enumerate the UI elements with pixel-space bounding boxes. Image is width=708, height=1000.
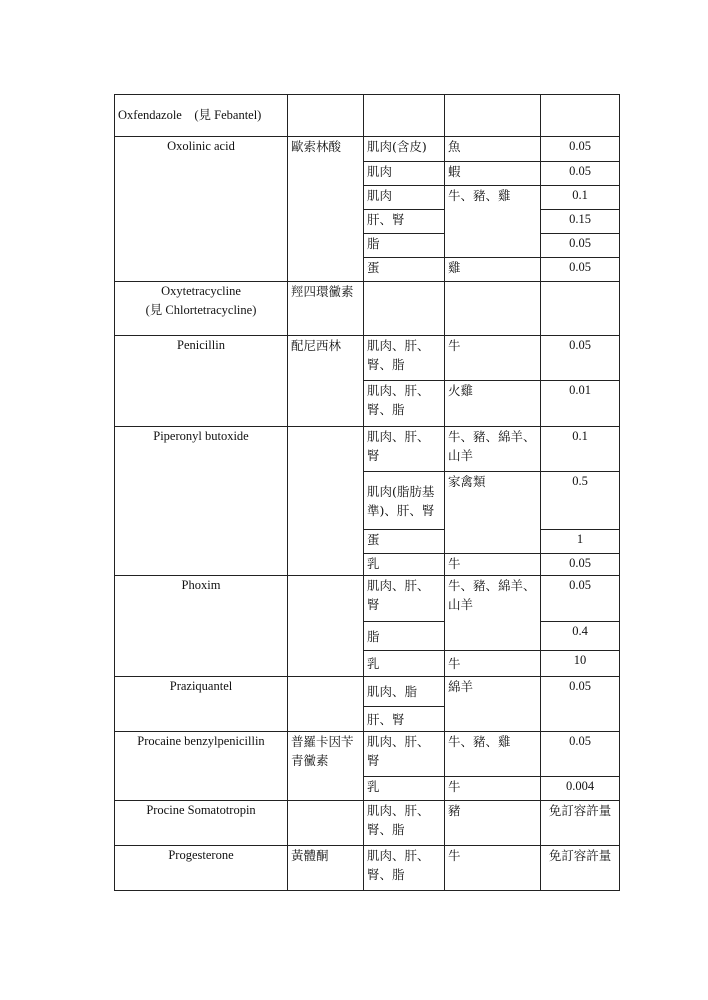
drug-cn-name: 黃體酮 [288,846,364,891]
limit-cell: 0.5 [541,472,620,530]
tissue-cell: 肌肉 [364,162,445,186]
drug-cn-name [288,95,364,137]
drug-name: Procaine benzylpenicillin [115,732,288,801]
tissue-cell: 蛋 [364,530,445,554]
animal-cell: 牛、豬、雞 [445,186,541,258]
limit-cell [541,282,620,336]
animal-cell: 魚 [445,137,541,162]
limit-cell: 0.05 [541,234,620,258]
limit-cell: 0.05 [541,576,620,622]
table-row [115,677,620,707]
drug-name-line: Oxytetracycline [161,284,241,298]
tissue-cell: 蛋 [364,258,445,282]
drug-name: Phoxim [115,576,288,677]
animal-cell: 牛 [445,651,541,677]
animal-cell: 牛、豬、綿羊、山羊 [445,576,541,651]
tissue-cell: 肌肉(含皮) [364,137,445,162]
limit-cell: 0.4 [541,622,620,651]
limit-cell: 0.05 [541,554,620,576]
animal-cell: 豬 [445,801,541,846]
drug-cn-name: 普羅卡因苄青黴素 [288,732,364,801]
drug-cn-name [288,427,364,576]
limit-cell: 0.05 [541,732,620,777]
limit-cell: 免訂容許量 [541,846,620,891]
drug-name-line: (見 Chlortetracycline) [145,303,257,317]
animal-cell: 牛 [445,777,541,801]
animal-cell: 牛 [445,554,541,576]
drug-cn-name: 羥四環黴素 [288,282,364,336]
tissue-cell: 肌肉、肝、腎、脂 [364,846,445,891]
table-row [115,801,620,846]
limit-cell: 0.05 [541,336,620,381]
drug-name: Progesterone [115,846,288,891]
drug-name: Oxfendazole (見 Febantel) [115,95,288,137]
tissue-cell [364,282,445,336]
tissue-cell: 乳 [364,651,445,677]
drug-name: Procine Somatotropin [115,801,288,846]
tissue-cell: 肌肉、肝、腎、脂 [364,801,445,846]
limit-cell: 免訂容許量 [541,801,620,846]
tissue-cell: 肌肉、肝、腎、脂 [364,381,445,427]
animal-cell: 雞 [445,258,541,282]
table-row [115,137,620,162]
animal-cell [445,282,541,336]
table-row [115,732,620,777]
tissue-cell: 肝、腎 [364,707,445,732]
table-row [115,95,620,137]
table-row [115,336,620,381]
table-row [115,576,620,622]
animal-cell: 牛 [445,336,541,381]
drug-cn-name [288,801,364,846]
limit-cell: 0.05 [541,677,620,732]
table-row [115,282,620,336]
tissue-cell: 肌肉、肝、腎 [364,576,445,622]
tissue-cell: 肝、腎 [364,210,445,234]
drug-cn-name [288,576,364,677]
tissue-cell: 肌肉、肝、腎、脂 [364,336,445,381]
drug-cn-name: 歐索林酸 [288,137,364,282]
drug-name: Piperonyl butoxide [115,427,288,576]
limit-cell: 0.05 [541,162,620,186]
limit-cell: 0.004 [541,777,620,801]
table-row [115,427,620,472]
drug-name [115,282,288,336]
drug-name: Penicillin [115,336,288,427]
tissue-cell: 乳 [364,777,445,801]
animal-cell: 火雞 [445,381,541,427]
residue-limits-table [114,94,620,891]
table-row [115,846,620,891]
limit-cell: 0.05 [541,137,620,162]
animal-cell [445,95,541,137]
tissue-cell: 肌肉 [364,186,445,210]
animal-cell: 牛、豬、雞 [445,732,541,777]
animal-cell: 蝦 [445,162,541,186]
drug-cn-name: 配尼西林 [288,336,364,427]
tissue-cell: 肌肉、肝、腎 [364,732,445,777]
animal-cell: 牛 [445,846,541,891]
limit-cell: 1 [541,530,620,554]
drug-name: Oxolinic acid [115,137,288,282]
limit-cell: 10 [541,651,620,677]
tissue-cell: 肌肉、肝、腎 [364,427,445,472]
limit-cell: 0.05 [541,258,620,282]
limit-cell [541,95,620,137]
limit-cell: 0.15 [541,210,620,234]
animal-cell: 家禽類 [445,472,541,554]
drug-name: Praziquantel [115,677,288,732]
drug-cn-name [288,677,364,732]
limit-cell: 0.1 [541,186,620,210]
tissue-cell: 乳 [364,554,445,576]
tissue-cell: 脂 [364,622,445,651]
tissue-cell: 脂 [364,234,445,258]
limit-cell: 0.01 [541,381,620,427]
tissue-cell [364,95,445,137]
tissue-cell: 肌肉(脂肪基準)、肝、腎 [364,472,445,530]
limit-cell: 0.1 [541,427,620,472]
tissue-cell: 肌肉、脂 [364,677,445,707]
animal-cell: 牛、豬、綿羊、山羊 [445,427,541,472]
animal-cell: 綿羊 [445,677,541,732]
